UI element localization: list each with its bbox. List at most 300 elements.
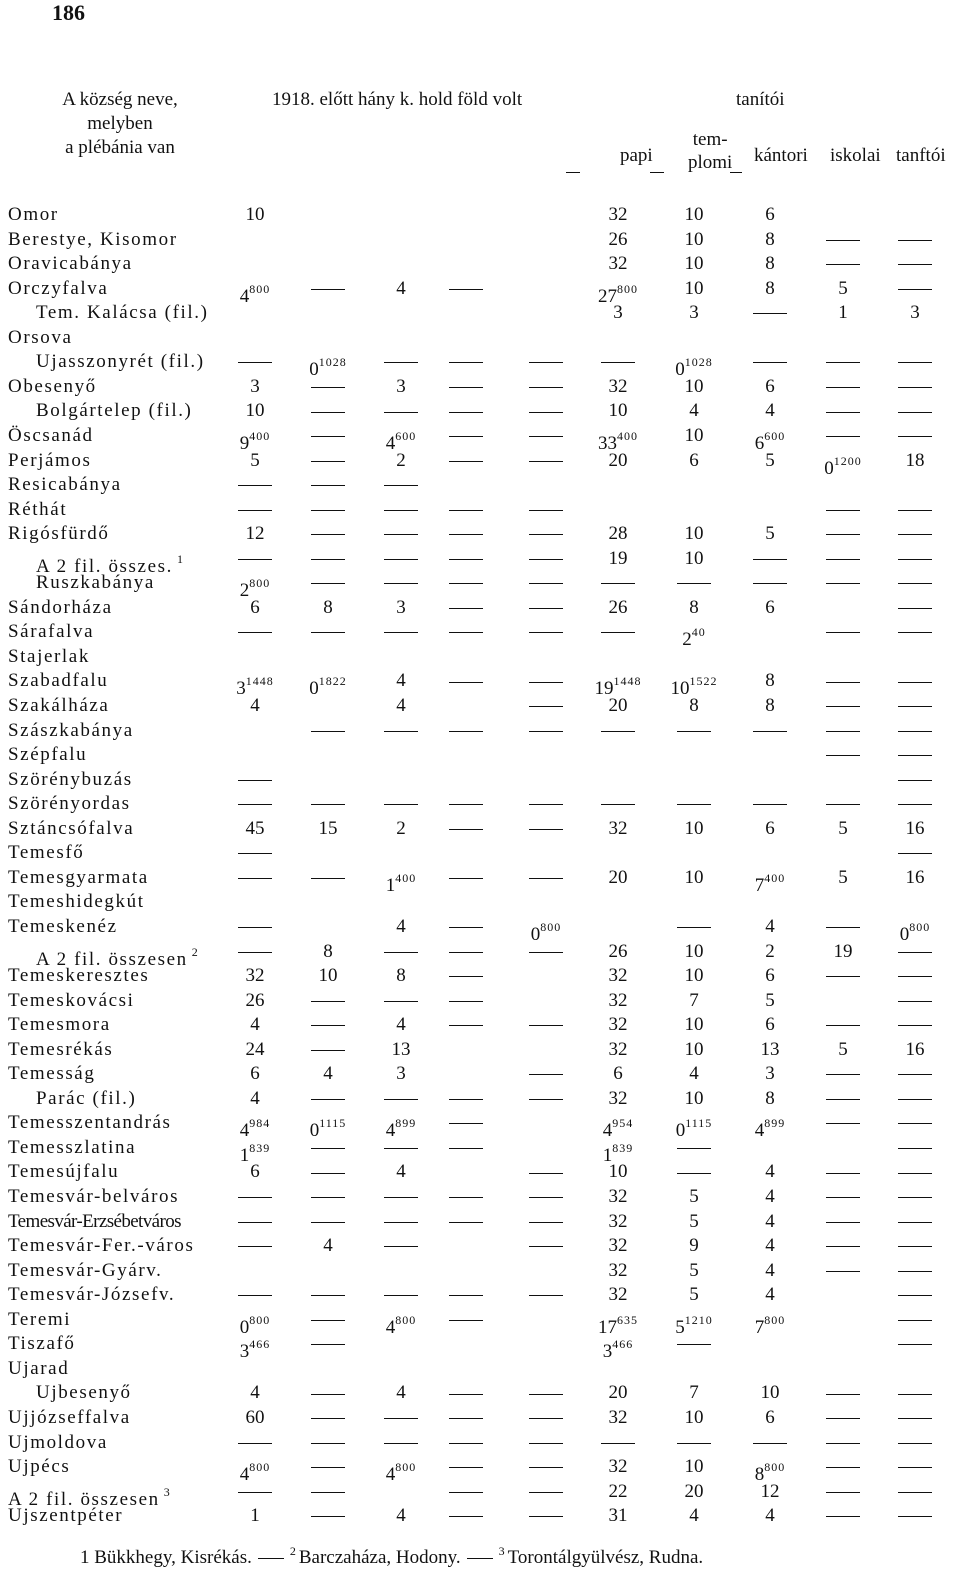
dash-mark xyxy=(311,412,345,413)
place-name-text: Orsova xyxy=(8,326,73,348)
cell-value: 1 xyxy=(602,1144,613,1166)
cell-value: 3 xyxy=(236,678,246,700)
table-row xyxy=(0,719,960,743)
table-row xyxy=(0,768,960,792)
table-cell xyxy=(735,1406,805,1430)
cell-fraction: 800 xyxy=(395,1460,417,1475)
place-name-text: Temeshidegkút xyxy=(8,891,145,913)
table-cell xyxy=(880,841,950,865)
dash-mark xyxy=(449,1443,483,1444)
table-cell xyxy=(293,571,363,595)
place-name-text: Temesvár-belváros xyxy=(8,1186,180,1207)
table-cell xyxy=(366,1160,436,1184)
table-cell xyxy=(220,596,290,620)
cell-fraction: 839 xyxy=(249,1140,271,1155)
table-cell xyxy=(880,1136,950,1160)
dash-mark xyxy=(898,1123,932,1124)
table-cell xyxy=(293,473,363,497)
place-name xyxy=(8,498,67,522)
table-cell xyxy=(659,375,729,399)
cell-value: 6 xyxy=(765,375,775,397)
dash-mark xyxy=(826,682,860,683)
table-cell xyxy=(220,964,290,988)
cell-value: 4 xyxy=(765,915,775,937)
cell-value: 32 xyxy=(608,965,628,987)
table-cell xyxy=(220,989,290,1013)
cell-value: 2 xyxy=(239,580,250,602)
footnote-number: 1 xyxy=(80,1547,95,1568)
table-cell xyxy=(808,1210,878,1234)
table-cell xyxy=(583,1406,653,1430)
table-row xyxy=(0,1210,960,1234)
cell-value: 4 xyxy=(323,1235,333,1257)
cell-value: 6 xyxy=(613,1063,623,1085)
cell-fraction: 800 xyxy=(395,1312,417,1327)
dash-mark xyxy=(826,1467,860,1468)
cell-fraction: 1028 xyxy=(318,355,347,370)
cell-value: 19 xyxy=(594,678,614,700)
table-cell xyxy=(880,301,950,325)
dash-mark xyxy=(449,1492,483,1493)
dash-mark xyxy=(898,755,932,756)
table-cell xyxy=(511,498,581,522)
dash-mark xyxy=(898,1197,932,1198)
table-cell xyxy=(880,1406,950,1430)
table-cell xyxy=(220,547,290,571)
place-name xyxy=(8,719,134,743)
dash-mark xyxy=(449,1001,483,1002)
table-cell xyxy=(293,792,363,816)
cell-value: 4 xyxy=(765,1161,775,1183)
cell-value: 6 xyxy=(689,449,699,471)
cell-fraction: 899 xyxy=(395,1116,417,1131)
table-cell xyxy=(366,669,436,693)
table-row xyxy=(0,841,960,865)
dash-mark xyxy=(311,387,345,388)
dash-mark xyxy=(238,1443,272,1444)
place-name-text: Öscsanád xyxy=(8,424,94,446)
dash-mark xyxy=(753,313,787,314)
place-name xyxy=(8,989,135,1013)
table-cell xyxy=(880,743,950,767)
table-cell xyxy=(880,1308,950,1332)
dash-mark xyxy=(384,1099,418,1100)
cell-value: 8 xyxy=(765,695,775,716)
table-cell xyxy=(293,1308,363,1332)
table-cell xyxy=(220,620,290,644)
table-cell xyxy=(366,1406,436,1430)
place-name xyxy=(8,669,108,693)
cell-value: 24 xyxy=(245,1038,265,1060)
table-cell xyxy=(220,1406,290,1430)
place-name xyxy=(8,866,149,890)
table-cell xyxy=(220,1185,290,1209)
table-cell xyxy=(511,375,581,399)
place-name-text: Temesság xyxy=(8,1063,96,1085)
place-name-text: Stajerlak xyxy=(8,645,90,667)
table-cell xyxy=(735,301,805,325)
place-name-text: Temesvár-Józsefv. xyxy=(8,1284,176,1306)
dash-mark xyxy=(311,804,345,805)
table-cell xyxy=(659,1038,729,1062)
dash-mark xyxy=(898,608,932,609)
footnote-item xyxy=(498,1544,704,1568)
place-name-text: Obesenyő xyxy=(8,375,97,397)
cell-value: 10 xyxy=(684,965,704,987)
cell-value: 33 xyxy=(598,432,617,454)
dash-mark xyxy=(826,976,860,977)
table-cell xyxy=(431,547,501,571)
table-cell xyxy=(808,866,878,890)
cell-fraction: 1028 xyxy=(684,355,713,370)
cell-value: 4 xyxy=(396,1161,406,1183)
table-cell xyxy=(220,449,290,473)
cell-value: 4 xyxy=(385,1464,396,1486)
cell-value: 0 xyxy=(239,1316,250,1338)
place-name-text: Rigósfürdő xyxy=(8,523,110,545)
cell-value: 0 xyxy=(899,923,910,945)
place-name xyxy=(36,1381,132,1405)
table-cell xyxy=(293,1210,363,1234)
table-cell xyxy=(880,1431,950,1455)
table-cell xyxy=(220,1160,290,1184)
table-cell xyxy=(808,301,878,325)
table-cell xyxy=(511,1406,581,1430)
cell-value: 8 xyxy=(396,965,406,987)
cell-value: 10 xyxy=(684,1038,704,1060)
table-cell xyxy=(431,940,501,964)
table-cell xyxy=(808,1111,878,1135)
cell-value: 5 xyxy=(689,1284,699,1306)
table-row xyxy=(0,620,960,651)
cell-value: 5 xyxy=(838,866,848,888)
table-cell xyxy=(220,375,290,399)
dash-mark xyxy=(449,583,483,584)
cell-value: 4 xyxy=(250,1087,260,1109)
cell-value: 0 xyxy=(309,359,319,381)
table-cell xyxy=(366,989,436,1013)
dash-mark xyxy=(898,952,932,953)
table-cell xyxy=(293,424,363,448)
table-cell xyxy=(659,301,729,325)
place-name-text: Szörényordas xyxy=(8,793,131,815)
table-cell xyxy=(431,399,501,423)
table-cell xyxy=(808,694,878,718)
table-cell xyxy=(735,1234,805,1258)
header-line: A község neve, xyxy=(62,89,178,110)
dash-mark xyxy=(311,1418,345,1419)
table-cell xyxy=(511,424,581,448)
footnote-number: 2 xyxy=(289,1544,299,1558)
cell-value: 27 xyxy=(598,285,617,307)
place-name xyxy=(36,301,209,325)
cell-value: 32 xyxy=(608,1284,628,1306)
table-cell xyxy=(293,1381,363,1405)
cell-value: 8 xyxy=(689,695,699,716)
cell-value: 0 xyxy=(675,1120,686,1142)
table-cell xyxy=(220,792,290,816)
table-cell xyxy=(293,1013,363,1037)
table-cell xyxy=(293,596,363,620)
footnote-text: Torontálgyülvész, Rudna. xyxy=(507,1547,704,1568)
table-cell xyxy=(659,940,729,964)
cell-value: 6 xyxy=(250,1063,260,1085)
cell-value: 3 xyxy=(613,302,623,324)
table-cell xyxy=(583,399,653,423)
cell-value: 4 xyxy=(765,1505,775,1527)
table-cell xyxy=(293,620,363,644)
cell-value: 26 xyxy=(608,228,628,250)
table-row xyxy=(0,498,960,522)
cell-value: 10 xyxy=(684,1456,704,1478)
table-cell xyxy=(583,989,653,1013)
cell-value: 4 xyxy=(689,1505,699,1527)
table-cell xyxy=(293,1406,363,1430)
table-cell xyxy=(293,1160,363,1184)
dash-mark xyxy=(384,583,418,584)
place-name-text: Temesvár-Erzsébetváros xyxy=(8,1210,181,1232)
dash-mark xyxy=(311,510,345,511)
dash-mark xyxy=(529,1492,563,1493)
table-cell xyxy=(659,1062,729,1086)
table-row xyxy=(0,1013,960,1037)
dash-mark xyxy=(529,1246,563,1247)
dash-mark xyxy=(898,559,932,560)
table-row xyxy=(0,252,960,276)
dash-mark xyxy=(677,731,711,732)
table-cell xyxy=(880,1038,950,1062)
header-line: plomi xyxy=(688,152,733,173)
cell-value: 4 xyxy=(765,1210,775,1232)
table-cell xyxy=(431,1087,501,1111)
dash-mark xyxy=(677,1173,711,1174)
table-cell xyxy=(808,1406,878,1430)
cell-value: 8 xyxy=(765,253,775,275)
table-cell xyxy=(511,817,581,841)
table-cell xyxy=(511,522,581,546)
table-cell xyxy=(880,228,950,252)
table-cell xyxy=(735,399,805,423)
dash-mark xyxy=(826,755,860,756)
cell-fraction: 839 xyxy=(612,1140,634,1155)
dash-mark xyxy=(529,706,563,707)
table-cell xyxy=(659,1185,729,1209)
dash-mark xyxy=(898,853,932,854)
dash-mark xyxy=(898,1344,932,1345)
dash-mark xyxy=(449,731,483,732)
table-cell xyxy=(431,1136,501,1160)
table-cell xyxy=(808,1160,878,1184)
dash-mark xyxy=(601,1443,635,1444)
dash-mark xyxy=(449,1418,483,1419)
table-cell xyxy=(659,866,729,890)
table-cell xyxy=(583,1210,653,1234)
place-name xyxy=(8,473,122,497)
cell-value: 17 xyxy=(598,1316,617,1338)
table-cell xyxy=(880,424,950,448)
dash-mark xyxy=(238,362,272,363)
dash-mark xyxy=(311,1467,345,1468)
cell-fraction: 1115 xyxy=(685,1116,713,1131)
dash-mark xyxy=(826,534,860,535)
cell-value: 0 xyxy=(824,457,834,479)
cell-value: 0 xyxy=(675,359,685,381)
cell-value: 32 xyxy=(608,817,628,839)
table-cell xyxy=(366,719,436,743)
place-name-text: Tem. Kalácsa (fil.) xyxy=(36,302,209,324)
dash-mark xyxy=(384,1418,418,1419)
dash-mark xyxy=(898,289,932,290)
table-cell xyxy=(659,228,729,252)
table-row xyxy=(0,1185,960,1209)
table-cell xyxy=(366,1210,436,1234)
table-cell xyxy=(220,1431,290,1455)
table-cell xyxy=(583,350,653,374)
place-name-text: Ruszkabánya xyxy=(36,572,155,594)
column-header-land: 1918. előtt hány k. hold föld volt xyxy=(272,89,523,110)
table-cell xyxy=(366,1504,436,1528)
table-cell xyxy=(659,449,729,473)
dash-mark xyxy=(238,804,272,805)
cell-fraction: 899 xyxy=(764,1116,786,1131)
table-cell xyxy=(583,719,653,743)
dash-mark xyxy=(529,804,563,805)
place-name xyxy=(8,743,87,767)
table-cell xyxy=(583,1283,653,1307)
table-row xyxy=(0,228,960,252)
dash-mark xyxy=(384,1246,418,1247)
table-cell xyxy=(431,375,501,399)
table-cell xyxy=(880,620,950,644)
dash-mark xyxy=(449,1148,483,1149)
table-cell xyxy=(511,1381,581,1405)
dash-mark xyxy=(529,1222,563,1223)
place-name-text: Temeskenéz xyxy=(8,915,118,937)
cell-value: 4 xyxy=(250,1014,260,1036)
table-cell xyxy=(583,1504,653,1528)
table-cell xyxy=(220,915,290,939)
cell-value: 2 xyxy=(765,940,775,962)
dash-mark xyxy=(449,608,483,609)
dash-mark xyxy=(826,1516,860,1517)
dash-mark xyxy=(449,436,483,437)
footnote-text: Barczaháza, Hodony. xyxy=(298,1547,461,1568)
table-cell xyxy=(808,1185,878,1209)
dash-mark xyxy=(238,780,272,781)
dash-mark xyxy=(449,362,483,363)
cell-value: 5 xyxy=(765,523,775,545)
table-cell xyxy=(735,228,805,252)
dash-mark xyxy=(826,1173,860,1174)
cell-value: 3 xyxy=(250,375,260,397)
table-cell xyxy=(511,669,581,693)
place-name-text: Ujszentpéter xyxy=(8,1505,124,1527)
table-cell xyxy=(659,1013,729,1037)
place-name-text: Orczyfalva xyxy=(8,277,109,299)
table-cell xyxy=(293,277,363,301)
table-cell xyxy=(880,350,950,374)
cell-value: 10 xyxy=(684,1406,704,1428)
table-cell xyxy=(583,375,653,399)
dash-mark xyxy=(529,362,563,363)
dash-mark xyxy=(826,1418,860,1419)
table-cell xyxy=(511,1234,581,1258)
table-cell xyxy=(880,694,950,718)
cell-value: 3 xyxy=(765,1063,775,1085)
dash-mark xyxy=(311,1173,345,1174)
place-name xyxy=(36,1087,136,1111)
table-cell xyxy=(659,1480,729,1504)
cell-fraction: 1522 xyxy=(689,674,718,689)
table-cell xyxy=(735,1210,805,1234)
table-cell xyxy=(659,964,729,988)
dash-mark xyxy=(898,362,932,363)
cell-value: 31 xyxy=(608,1505,628,1527)
cell-value: 10 xyxy=(608,400,628,422)
dash-mark xyxy=(826,1025,860,1026)
footnote-text: Bükkhegy, Kisrékás. xyxy=(94,1547,252,1568)
table-cell xyxy=(220,522,290,546)
cell-value: 60 xyxy=(245,1406,265,1428)
dash-mark xyxy=(311,1344,345,1345)
dash-mark xyxy=(826,362,860,363)
dash-mark xyxy=(449,534,483,535)
dash-mark xyxy=(898,1222,932,1223)
table-cell xyxy=(431,1455,501,1479)
place-name-text: Bolgártelep (fil.) xyxy=(36,400,193,422)
table-cell xyxy=(583,694,653,718)
table-cell xyxy=(366,620,436,644)
place-name-text: Perjámos xyxy=(8,449,92,471)
table-cell xyxy=(220,203,290,227)
place-name-text: Omor xyxy=(8,204,59,225)
table-row xyxy=(0,326,960,350)
table-cell xyxy=(659,989,729,1013)
dash-mark xyxy=(826,583,860,584)
cell-value: 2 xyxy=(396,449,406,471)
dash-mark xyxy=(238,1492,272,1493)
table-cell xyxy=(366,1038,436,1062)
table-cell xyxy=(808,424,878,448)
table-cell xyxy=(431,620,501,644)
place-name xyxy=(8,1431,108,1455)
table-cell xyxy=(735,989,805,1013)
cell-value: 1 xyxy=(838,302,848,324)
table-cell xyxy=(735,1185,805,1209)
table-cell xyxy=(366,964,436,988)
table-cell xyxy=(880,1455,950,1479)
dash-mark xyxy=(311,461,345,462)
table-cell xyxy=(583,1160,653,1184)
cell-fraction: 1200 xyxy=(833,453,862,468)
table-cell xyxy=(659,1332,729,1356)
dash-mark xyxy=(826,1074,860,1075)
table-cell xyxy=(220,1504,290,1528)
dash-mark xyxy=(826,436,860,437)
table-row xyxy=(0,1038,960,1062)
cell-value: 4 xyxy=(765,1186,775,1207)
dash-mark xyxy=(311,436,345,437)
cell-value: 6 xyxy=(250,1161,260,1183)
table-cell xyxy=(431,669,501,693)
dash-mark xyxy=(449,1099,483,1100)
table-cell xyxy=(366,1087,436,1111)
cell-value: 3 xyxy=(602,1341,613,1363)
dash-mark xyxy=(238,1295,272,1296)
table-cell xyxy=(880,449,950,473)
table-cell xyxy=(220,1234,290,1258)
table-cell xyxy=(511,1455,581,1479)
